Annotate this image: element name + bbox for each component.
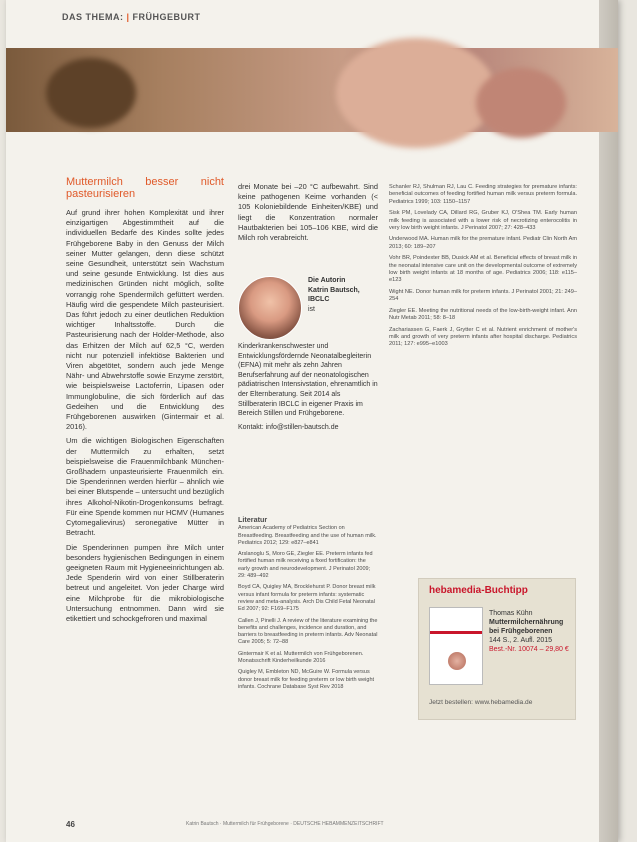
literature-column-2 — [238, 516, 378, 695]
reference: Gintermair K et al. Muttermilch von Frühgeborenen. Monatsschrift Kinderheilkunde 2016 — [238, 650, 364, 665]
author-box — [238, 276, 378, 432]
author-photo — [238, 276, 302, 340]
header-separator: | — [126, 12, 133, 22]
reference: Vohr BR, Poindexter BB, Dusick AM et al. Beneficial effects of breast milk in the neonatal intensive care unit on the developmental outcome of extremely low birth weight infants at 18 months of age. Pediatrics 2006; 118: e115–e123 — [389, 255, 577, 284]
reference: Schanler RJ, Shulman RJ, Lau C. Feeding strategies for premature infants: beneficial outcomes of feeding fortified human milk versus preterm formula. Pediatrics 1999; 103: 1150–1157 — [389, 184, 577, 205]
author-contact: Kontakt: info@stillen-bautsch.de — [238, 423, 339, 431]
article-column-2 — [238, 182, 378, 247]
reference: Zachariassen G, Faerk J, Grytter C et al. Nutrient enrichment of mother's milk and growth of very preterm infants after hospital discharge. Pediatrics 2011; 127: e995–e1003 — [389, 326, 577, 348]
book-price: Best.-Nr. 10074 – 29,80 € — [489, 646, 569, 653]
author-name: Katrin Bautsch, IBCLC — [308, 286, 360, 304]
reference: Underwood MA. Human milk for the premature infant. Pediatr Clin North Am 2013; 60: 189–207 — [389, 236, 577, 250]
reference: Arslanoglu S, Moro GE, Ziegler EE. Preterm infants fed fortified human milk receiving a fixed fortification: the early growth and neurodevelopment. J Perinatol 2009; 29: 489–492 — [238, 551, 373, 580]
reference: Boyd CA, Quigley MA, Brocklehurst P. Donor breast milk versus infant formula for preterm infants: systematic review and meta-analysis. Arch Dis Child Fetal Neonatal Ed 2007; 92: F169–F175 — [238, 584, 376, 613]
magazine-page — [6, 0, 618, 842]
footer-source: Katrin Bautsch · Muttermilch für Frühgeborene · DEUTSCHE HEBAMMENZEITSCHRIFT — [186, 821, 384, 827]
reference: Wight NE. Donor human milk for preterm infants. J Perinatol 2001; 21: 249–254 — [389, 288, 577, 303]
reference: Quigley M, Embleton ND, McGuire W. Formula versus donor breast milk for feeding preterm or low birth weight infants. Cochrane Database Syst Rev 2018 — [238, 669, 375, 690]
reference: Callen J, Pinelli J. A review of the literature examining the benefits and challenges, incidence and duration, and barriers to breastfeeding in preterm infants. Adv Neonatal Care 2005; 5: 72–88 — [238, 617, 378, 646]
page-number: 46 — [66, 820, 75, 829]
book-cover — [429, 607, 483, 685]
book-tip-heading: hebamedia-Buchtipp — [429, 585, 528, 596]
article-column-1 — [66, 176, 224, 628]
hero-shadow — [46, 58, 136, 128]
book-meta: 144 S., 2. Aufl. 2015 — [489, 637, 553, 644]
hero-skin — [336, 38, 496, 148]
article-title: Muttermilch besser nicht pasteurisieren — [66, 176, 224, 200]
book-author: Thomas Kühn — [489, 610, 533, 617]
hero-hand — [476, 68, 566, 138]
paragraph: Um die wichtigen Biologischen Eigenschaften der Muttermilch zu erhalten, setzt beispielsweise die Frauenmilchbank München-Großhadern unpasteurisierte Frauenmilch ein. Die Spenderinnen werden hierfür – ähnlich wie bei einer Blutspende – untersucht und bezüglich ihres Alkohol-Nikotin-Drogenkonsums befragt. Für eine Spende kommen nur HCMV (Humanes Cytomegalievirus) seronegative Mütter in Betracht. — [66, 436, 224, 538]
reference: Ziegler EE. Meeting the nutritional needs of the low-birth-weight infant. Ann Nutr Metab 2011; 58: 8–18 — [389, 307, 577, 322]
book-info — [489, 609, 571, 654]
cover-image — [448, 652, 466, 670]
literature-column-3 — [389, 184, 577, 353]
hero-photo — [6, 48, 618, 132]
reference: American Academy of Pediatrics Section on Breastfeeding. Breastfeeding and the use of human milk. Pediatrics 2012; 129: e827–e841 — [238, 525, 377, 546]
order-link[interactable]: Jetzt bestellen: www.hebamedia.de — [429, 699, 533, 706]
book-title: Muttermilchernährung bei Frühgeborenen — [489, 619, 564, 635]
reference: Sisk PM, Lovelady CA, Dillard RG, Gruber KJ, O'Shea TM. Early human milk feeding is associated with a lower risk of necrotizing enterocolitis in very low birth weight infants. J Perinatol 2007; 27: 428–433 — [389, 210, 577, 232]
section-topic: FRÜHGEBURT — [132, 12, 201, 22]
paragraph: Die Spenderinnen pumpen ihre Milch unter besonders hygienischen Bedingungen in einem geeigneten Raum mit Hygieneeinrichtungen ab. Jede Spenderin wird von einer Stillberaterin betreut und angeleitet. Von jeder Charge wird eine Milchprobe für die mikrobiologische Untersuchung entnommen. Dann wird sie etikettiert und schockgefroren und maximal — [66, 542, 224, 623]
section-label: DAS THEMA: — [62, 12, 124, 22]
literature-heading: Literatur — [238, 515, 268, 524]
paragraph: drei Monate bei –20 °C aufbewahrt. Sind keine pathogenen Keime vorhanden (< 105 Koloniebildende Einheiten/KBE) und liegt die Konzentration normaler Hautbakterien bei 105–106 KBE, wird die Milch roh verabreicht. — [238, 182, 378, 243]
author-label: Die Autorin — [308, 277, 346, 284]
book-tip-box[interactable] — [418, 578, 576, 720]
author-description: ist Kinderkrankenschwester und Entwicklungsfördernde Neonatalbegleiterin (EFNA) mit mehr als zehn Jahren Berufserfahrung auf der neonatologischen pädiatrischen Intensivstation, ehrenamtlich in der Elternberatung. Seit 2014 als Stillberaterin IBCLC in eigener Praxis im Bereich Stillen und Frühgeborene. — [238, 305, 378, 418]
paragraph: Auf grund ihrer hohen Komplexität und ihrer einzigartigen Abgestimmtheit auf die individuellen Bedarfe des Kindes sollte jedes Frühgeborene Baby in den Genuss der Milch seiner Mutter gelangen, denn diese schützt seine Gesundheit, unterstützt sein Wachstum und seine gesunde Entwicklung. Ist dies aus medizinischen Gründen nicht möglich, sollte vorrangig rohe Spendermilch gefüttert werden. Häufig wird die gespendete Milch pasteurisiert. Das führt jedoch zu einer deutlichen Reduktion wichtiger Inhaltsstoffe. Durch die Pasteurisierung nach der Holder-Methode, also das Erhitzen der Milch auf 62,5 °C, werden nicht nur potenziell infektiöse Bakterien und Viren abgetötet, sondern auch jede Menge Nähr- und Abwehrstoffe sowie Enzyme zerstört, wie beispielsweise Lactoferrin, Lipasen oder Immunglobuline, die sich förderlich auf das Gedeihen und die Entwicklung des Frühgeborenen auswirken (Gintermair et al. 2016). — [66, 208, 224, 432]
section-header — [62, 12, 201, 22]
